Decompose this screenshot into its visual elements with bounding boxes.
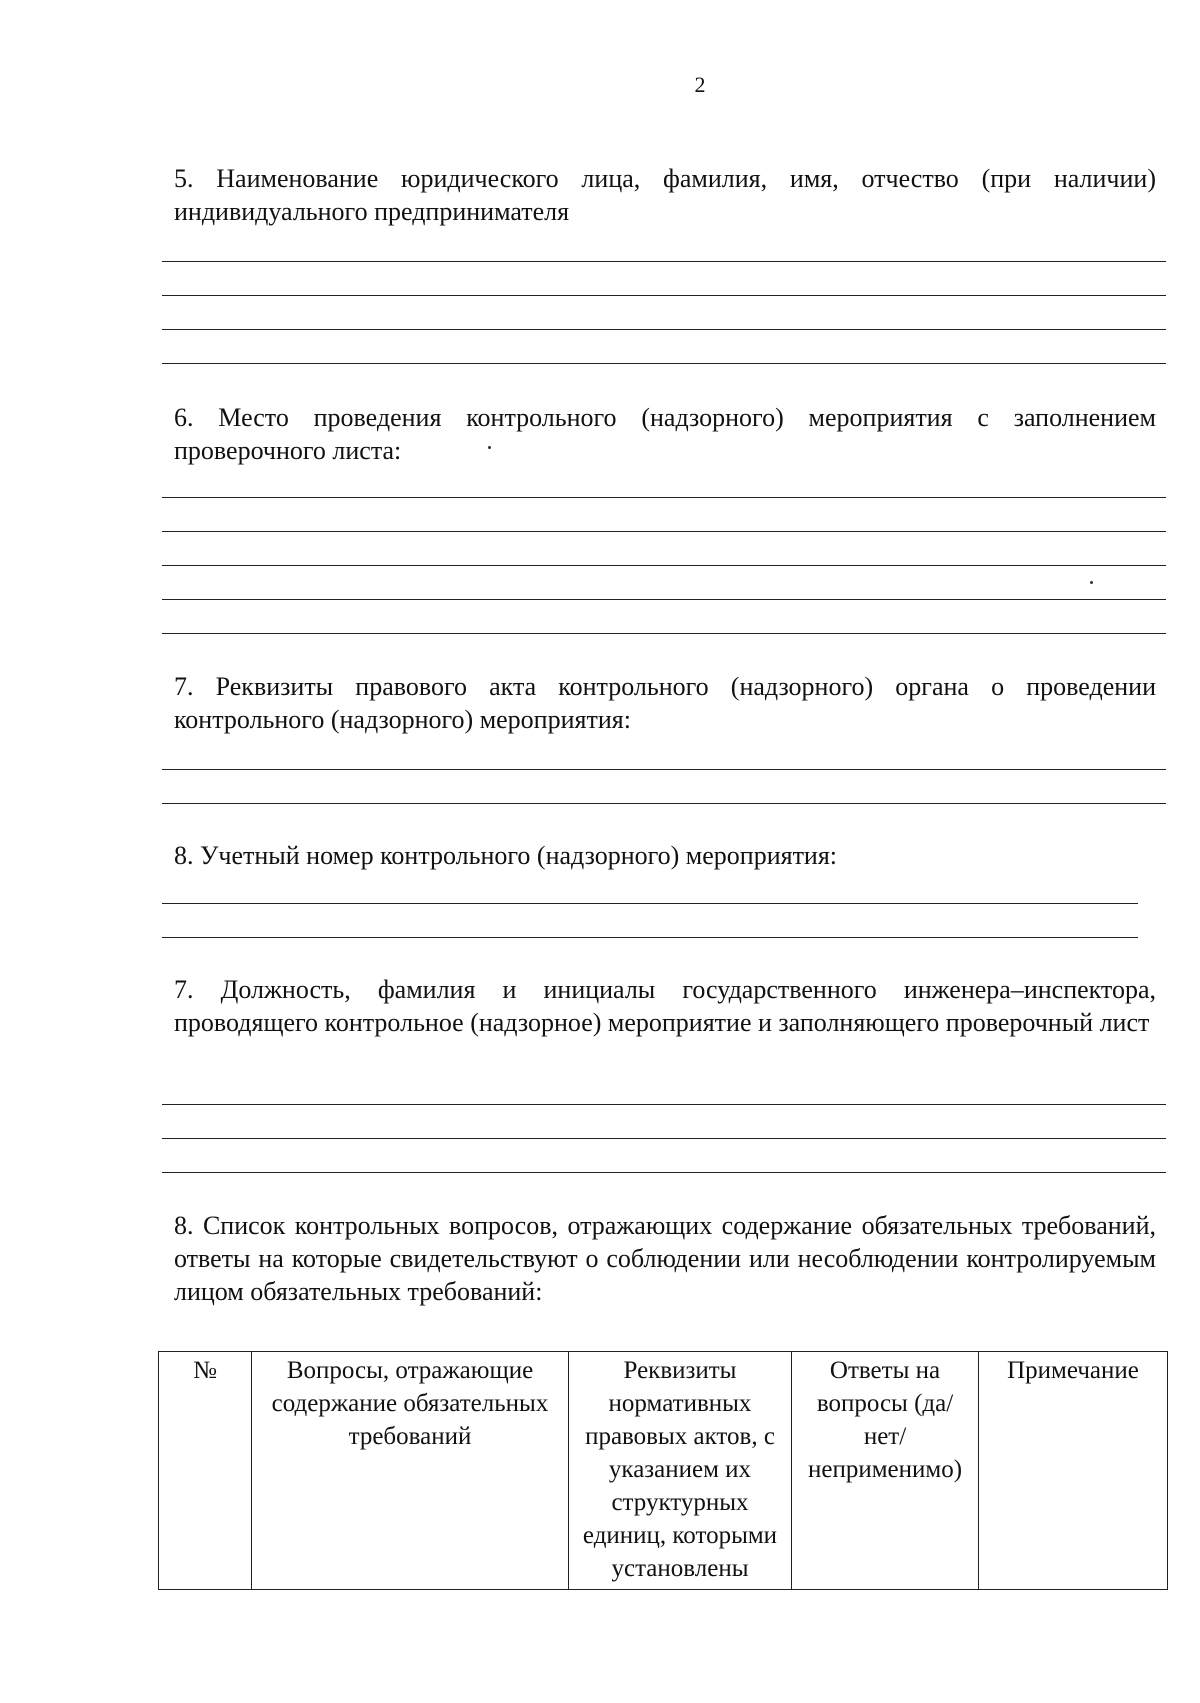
blank-line[interactable] <box>162 531 1166 532</box>
page-number: 2 <box>694 72 706 97</box>
col-note-header: Примечание <box>979 1352 1168 1590</box>
col-answers-header: Ответы на вопросы (да/нет/ неприменимо) <box>792 1352 979 1590</box>
col-legal-acts-header: Реквизиты нормативных правовых актов, с указанием их структурных единиц, которыми установлены <box>569 1352 792 1590</box>
blank-line[interactable] <box>162 497 1166 498</box>
blank-line[interactable] <box>162 937 1138 938</box>
blank-line[interactable] <box>162 769 1166 770</box>
checklist-table <box>158 1351 1168 1590</box>
scan-speck <box>488 446 491 449</box>
blank-line[interactable] <box>162 803 1166 804</box>
blank-line[interactable] <box>162 261 1166 262</box>
blank-line[interactable] <box>162 565 1166 566</box>
table-header-row <box>159 1352 1168 1590</box>
scan-speck <box>1090 581 1093 584</box>
blank-line[interactable] <box>162 1138 1166 1139</box>
blank-line[interactable] <box>162 1104 1166 1105</box>
blank-line[interactable] <box>162 903 1138 904</box>
blank-line[interactable] <box>162 1172 1166 1173</box>
col-questions-header: Вопросы, отражающие содержание обязательных требований <box>252 1352 569 1590</box>
blank-line[interactable] <box>162 295 1166 296</box>
blank-line[interactable] <box>162 363 1166 364</box>
section-8-checklist-intro: 8. Список контрольных вопросов, отражающих содержание обязательных требований, ответы на которые свидетельствуют о соблюдении или несоблюдении контролируемым лицом обязательных требований: <box>174 1211 1156 1306</box>
blank-line[interactable] <box>162 329 1166 330</box>
col-number-header: № <box>159 1352 252 1590</box>
section-6-event-location: 6. Место проведения контрольного (надзорного) мероприятия с заполнением проверочного листа: <box>174 403 1156 465</box>
section-7-inspector-info: 7. Должность, фамилия и инициалы государственного инженера–инспектора, проводящего контрольное (надзорное) мероприятие и заполняющего проверочный лист <box>174 975 1156 1037</box>
blank-line[interactable] <box>162 633 1166 634</box>
section-7-legal-act-requisites: 7. Реквизиты правового акта контрольного (надзорного) органа о проведении контрольного (надзорного) мероприятия: <box>174 672 1156 734</box>
blank-line[interactable] <box>162 599 1166 600</box>
section-5-legal-entity-name: 5. Наименование юридического лица, фамилия, имя, отчество (при наличии) индивидуального предпринимателя <box>174 164 1156 226</box>
section-8-registration-number: 8. Учетный номер контрольного (надзорного) мероприятия: <box>174 841 838 870</box>
